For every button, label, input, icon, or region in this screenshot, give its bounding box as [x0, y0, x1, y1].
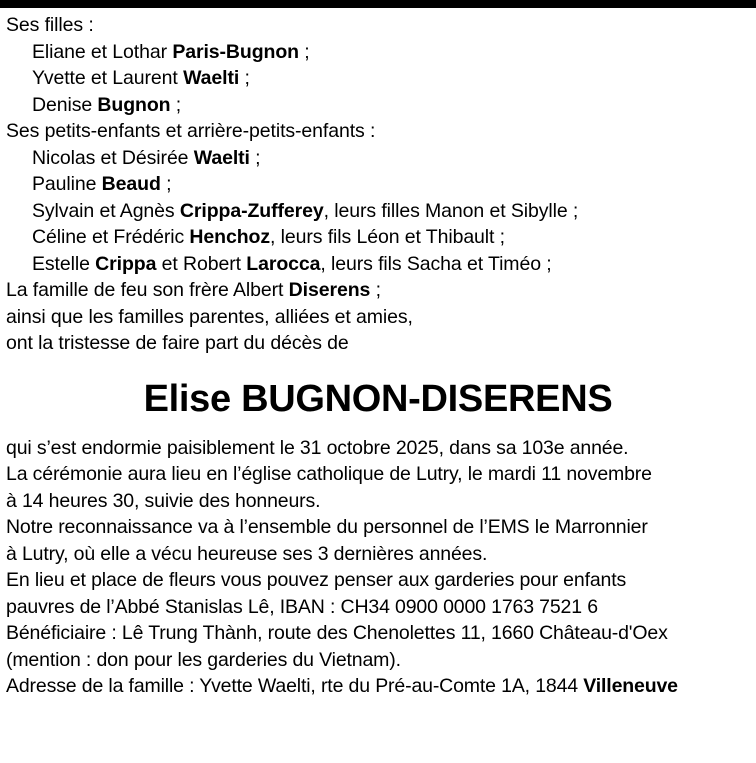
family-name: Bugnon — [97, 93, 171, 116]
text-segment: Eliane et Lothar — [32, 40, 173, 63]
text-segment: qui s’est endormie paisiblement le 31 octobre 2025, dans sa 103e année. — [6, 436, 629, 459]
notice-body-line — [6, 541, 750, 568]
text-segment: Pauline — [32, 173, 102, 195]
text-segment: La famille de feu son frère Albert — [6, 279, 289, 301]
notice-line — [6, 92, 750, 119]
text-segment: Ses petits-enfants et arrière-petits-enfants : — [6, 120, 376, 142]
family-name: Waelti — [193, 146, 250, 169]
text-segment: , leurs fils Sacha et Timéo ; — [320, 252, 552, 275]
notice-line — [6, 251, 750, 278]
text-segment: à 14 heures 30, suivie des honneurs. — [6, 489, 321, 512]
text-segment: Adresse de la famille : Yvette Waelti, rte du Pré-au-Comte 1A, 1844 — [6, 675, 584, 697]
family-name: Beaud — [101, 173, 161, 195]
notice-line — [6, 198, 750, 225]
notice-line — [6, 304, 750, 331]
deceased-name: Elise BUGNON-DISERENS — [143, 377, 613, 420]
text-segment: ; — [370, 279, 381, 301]
notice-body-line — [6, 620, 750, 647]
family-name: Waelti — [183, 67, 240, 89]
notice-line — [6, 145, 750, 172]
family-name: Paris-Bugnon — [172, 40, 299, 63]
notice-body-line — [6, 514, 750, 541]
text-segment: ont la tristesse de faire part du décès de — [6, 332, 349, 354]
text-segment: ; — [249, 146, 261, 169]
text-segment: et Robert — [156, 252, 247, 275]
text-segment: ; — [298, 40, 310, 63]
text-segment: ; — [239, 67, 250, 89]
ceremony-details — [6, 435, 750, 700]
notice-line — [6, 65, 750, 92]
text-segment: à Lutry, où elle a vécu heureuse ses 3 dernières années. — [6, 542, 488, 565]
notice-line — [6, 12, 750, 39]
notice-line — [6, 118, 750, 145]
text-segment: Céline et Frédéric — [32, 226, 190, 248]
text-segment: En lieu et place de fleurs vous pouvez penser aux garderies pour enfants — [6, 569, 627, 591]
family-name: Henchoz — [189, 226, 270, 248]
notice-line — [6, 171, 750, 198]
family-list — [6, 12, 750, 357]
text-segment: Bénéficiaire : Lê Trung Thành, route des Chenolettes 11, 1660 Château-d'Oex — [6, 622, 668, 644]
text-segment: Nicolas et Désirée — [32, 146, 194, 169]
text-segment: La cérémonie aura lieu en l’église catholique de Lutry, le mardi 11 novembre — [6, 463, 652, 485]
family-name: Larocca — [246, 252, 321, 275]
text-segment: , leurs fils Léon et Thibault ; — [269, 226, 505, 248]
notice-body-line — [6, 567, 750, 594]
family-name: Crippa-Zufferey — [179, 199, 324, 222]
family-name: Villeneuve — [583, 675, 678, 697]
text-segment: Denise — [32, 93, 98, 116]
text-segment: ; — [170, 93, 182, 116]
text-segment: Notre reconnaissance va à l’ensemble du personnel de l’EMS le Marronnier — [6, 516, 648, 538]
text-segment: ; — [160, 173, 172, 195]
notice-body-line — [6, 594, 750, 621]
notice-body-line — [6, 673, 750, 700]
notice-line — [6, 224, 750, 251]
text-segment: Sylvain et Agnès — [32, 199, 180, 222]
text-segment: Yvette et Laurent — [32, 67, 184, 89]
notice-body-line — [6, 435, 750, 462]
text-segment: pauvres de l’Abbé Stanislas Lê, IBAN : CH34 0900 0000 1763 7521 6 — [6, 595, 598, 618]
text-segment: (mention : don pour les garderies du Vietnam). — [6, 648, 401, 671]
top-black-bar — [0, 0, 756, 8]
text-segment: ainsi que les familles parentes, alliées et amies, — [6, 305, 413, 328]
notice-line — [6, 39, 750, 66]
text-segment: Estelle — [32, 252, 96, 275]
notice-body-line — [6, 461, 750, 488]
text-segment: Ses filles : — [6, 14, 94, 36]
family-name: Diserens — [288, 279, 371, 301]
notice-body-line — [6, 488, 750, 515]
notice-line — [6, 277, 750, 304]
notice-line — [6, 330, 750, 357]
family-name: Crippa — [95, 252, 157, 275]
text-segment: , leurs filles Manon et Sibylle ; — [323, 199, 579, 222]
notice-content — [0, 8, 756, 700]
notice-body-line — [6, 647, 750, 674]
